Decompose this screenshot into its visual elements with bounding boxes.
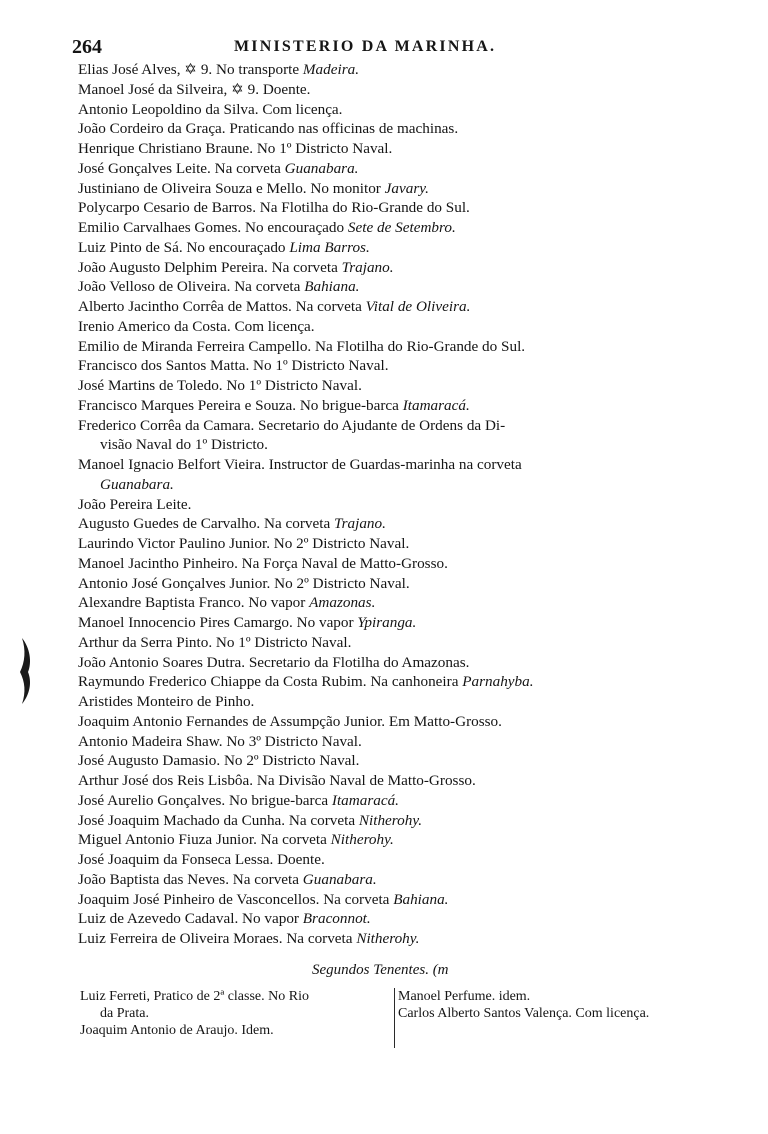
entry-text: José Augusto Damasio. No 2º Districto Naval. bbox=[78, 752, 360, 770]
entry-text: João Antonio Soares Dutra. Secretario da Flotilha do Amazonas. bbox=[78, 653, 470, 671]
list-item bbox=[78, 554, 710, 574]
entry-text: José Gonçalves Leite. Na corveta bbox=[78, 159, 285, 177]
entry-text: Manoel Ignacio Belfort Vieira. Instructor de Guardas-marinha na corveta bbox=[78, 456, 522, 473]
list-item bbox=[78, 692, 710, 712]
vessel-name: Trajano. bbox=[334, 515, 386, 533]
list-item bbox=[78, 574, 710, 594]
entry-text: João Cordeiro da Graça. Praticando nas officinas de machinas. bbox=[78, 120, 459, 138]
page-number: 264 bbox=[72, 36, 102, 58]
list-item bbox=[78, 100, 710, 120]
binding-mark-icon bbox=[8, 636, 36, 706]
list-item-continuation bbox=[78, 475, 710, 495]
vessel-name: Guanabara. bbox=[302, 870, 377, 888]
vessel-name: Guanabara. bbox=[100, 475, 174, 493]
entry-text: Joaquim José Pinheiro de Vasconcellos. Na corveta bbox=[78, 890, 394, 908]
list-item bbox=[78, 771, 710, 791]
entry-text: Manoel Jacintho Pinheiro. Na Força Naval de Matto-Grosso. bbox=[78, 554, 448, 572]
vessel-name: Ypiranga. bbox=[357, 614, 417, 631]
list-item bbox=[78, 870, 710, 890]
officer-list bbox=[78, 60, 710, 949]
entry-text: Elias José Alves, ✡ 9. No transporte bbox=[78, 61, 303, 78]
entry-text: Manoel Innocencio Pires Camargo. No vapor bbox=[78, 614, 358, 631]
vessel-name: Itamaracá. bbox=[331, 791, 399, 809]
vessel-name: Bahiana. bbox=[393, 890, 449, 908]
entry-text: Emilio Carvalhaes Gomes. No encouraçado bbox=[78, 219, 348, 236]
list-item bbox=[78, 356, 710, 376]
entry-text: Luiz de Azevedo Cadaval. No vapor bbox=[78, 910, 303, 928]
entry-text: João Baptista das Neves. Na corveta bbox=[78, 870, 303, 888]
vessel-name: Nitherohy. bbox=[330, 831, 394, 849]
list-item bbox=[78, 258, 710, 278]
list-item bbox=[78, 179, 710, 199]
list-item: da Prata. bbox=[100, 1006, 149, 1021]
list-item bbox=[78, 159, 710, 179]
entry-text: Justiniano de Oliveira Souza e Mello. No monitor bbox=[78, 179, 385, 197]
list-item bbox=[78, 396, 710, 416]
list-item bbox=[78, 337, 710, 357]
list-item: Carlos Alberto Santos Valença. Com licença. bbox=[398, 1006, 650, 1021]
list-item bbox=[78, 593, 710, 613]
vessel-name: Nitherohy. bbox=[356, 930, 420, 947]
entry-text: Francisco dos Santos Matta. No 1º Districto Naval. bbox=[78, 357, 389, 375]
list-item bbox=[78, 791, 710, 811]
list-item: Manoel Perfume. idem. bbox=[398, 989, 531, 1004]
entry-text: Antonio Madeira Shaw. No 3º Districto Naval. bbox=[78, 732, 362, 750]
list-item bbox=[78, 317, 710, 337]
entry-text: Miguel Antonio Fiuza Junior. Na corveta bbox=[78, 831, 331, 849]
column-divider bbox=[394, 988, 395, 1048]
list-item bbox=[78, 850, 710, 870]
entry-text: João Velloso de Oliveira. Na corveta bbox=[78, 278, 305, 296]
entry-text: Augusto Guedes de Carvalho. Na corveta bbox=[78, 515, 334, 533]
running-title: MINISTERIO DA MARINHA. bbox=[234, 38, 497, 55]
entry-text: Alberto Jacintho Corrêa de Mattos. Na corveta bbox=[78, 298, 366, 315]
list-item bbox=[78, 297, 710, 317]
list-item bbox=[78, 613, 710, 633]
right-column bbox=[398, 988, 718, 1022]
list-item bbox=[78, 139, 710, 159]
vessel-name: Bahiana. bbox=[304, 278, 360, 296]
entry-text: Raymundo Frederico Chiappe da Costa Rubim. Na canhoneira bbox=[78, 673, 463, 691]
list-item bbox=[78, 60, 710, 80]
list-item bbox=[78, 751, 710, 771]
entry-text: visão Naval do 1º Districto. bbox=[100, 436, 268, 454]
vessel-name: Nitherohy. bbox=[358, 811, 423, 829]
list-item bbox=[78, 672, 710, 692]
vessel-name: Parnahyba. bbox=[462, 673, 534, 691]
list-item bbox=[78, 455, 710, 475]
entry-text: Henrique Christiano Braune. No 1º Districto Naval. bbox=[78, 140, 393, 157]
entry-text: João Pereira Leite. bbox=[78, 495, 192, 513]
entry-text: João Augusto Delphim Pereira. Na corveta bbox=[78, 258, 342, 276]
list-item bbox=[78, 495, 710, 515]
entry-text: José Martins de Toledo. No 1º Districto Naval. bbox=[78, 377, 362, 394]
entry-text: José Joaquim Machado da Cunha. Na corveta bbox=[78, 811, 359, 829]
page-header bbox=[72, 36, 708, 60]
entry-text: Joaquim Antonio Fernandes de Assumpção Junior. Em Matto-Grosso. bbox=[78, 712, 502, 730]
entry-text: Luiz Ferreira de Oliveira Moraes. Na corveta bbox=[78, 930, 357, 947]
entry-text: Irenio Americo da Costa. Com licença. bbox=[78, 317, 315, 335]
list-item: Luiz Ferreti, Pratico de 2ª classe. No Rio bbox=[80, 989, 309, 1004]
vessel-name: Madeira. bbox=[302, 61, 360, 78]
list-item bbox=[78, 633, 710, 653]
vessel-name: Trajano. bbox=[341, 258, 394, 276]
list-item bbox=[78, 277, 710, 297]
list-item bbox=[78, 119, 710, 139]
list-item bbox=[78, 238, 710, 258]
list-item bbox=[78, 376, 710, 396]
list-item bbox=[78, 514, 710, 534]
vessel-name: Guanabara. bbox=[284, 159, 359, 177]
list-item bbox=[78, 811, 710, 831]
list-item bbox=[78, 416, 710, 436]
list-item bbox=[78, 909, 710, 929]
list-item bbox=[78, 929, 710, 949]
vessel-name: Itamaracá. bbox=[402, 396, 470, 414]
entry-text: Emilio de Miranda Ferreira Campello. Na Flotilha do Rio-Grande do Sul. bbox=[78, 337, 526, 355]
vessel-name: Vital de Oliveira. bbox=[365, 298, 471, 315]
list-item bbox=[78, 712, 710, 732]
entry-text: José Joaquim da Fonseca Lessa. Doente. bbox=[78, 851, 325, 868]
list-item bbox=[78, 830, 710, 850]
entry-text: Francisco Marques Pereira e Souza. No brigue-barca bbox=[78, 396, 403, 414]
entry-text: Antonio José Gonçalves Junior. No 2º Districto Naval. bbox=[78, 574, 410, 592]
entry-text: Frederico Corrêa da Camara. Secretario do Ajudante de Ordens da Di- bbox=[78, 416, 506, 434]
list-item bbox=[78, 732, 710, 752]
list-item bbox=[78, 80, 710, 100]
left-column bbox=[80, 988, 392, 1039]
vessel-name: Sete de Setembro. bbox=[347, 219, 456, 236]
entry-text: Alexandre Baptista Franco. No vapor bbox=[78, 594, 310, 612]
vessel-name: Amazonas. bbox=[309, 594, 376, 612]
list-item bbox=[78, 198, 710, 218]
entry-text: Arthur da Serra Pinto. No 1º Districto Naval. bbox=[78, 633, 352, 651]
entry-text: Luiz Pinto de Sá. No encouraçado bbox=[78, 238, 290, 256]
entry-text: Manoel José da Silveira, ✡ 9. Doente. bbox=[78, 80, 311, 98]
list-item bbox=[78, 218, 710, 238]
entry-text: Arthur José dos Reis Lisbôa. Na Divisão Naval de Matto-Grosso. bbox=[78, 772, 476, 789]
section-heading: Segundos Tenentes. (m bbox=[312, 962, 449, 978]
list-item: Joaquim Antonio de Araujo. Idem. bbox=[80, 1023, 274, 1038]
entry-text: Polycarpo Cesario de Barros. Na Flotilha do Rio-Grande do Sul. bbox=[78, 199, 470, 217]
list-item bbox=[78, 890, 710, 910]
list-item-continuation bbox=[78, 435, 710, 455]
vessel-name: Braconnot. bbox=[302, 910, 371, 928]
list-item bbox=[78, 653, 710, 673]
entry-text: Laurindo Victor Paulino Junior. No 2º Districto Naval. bbox=[78, 535, 410, 552]
list-item bbox=[78, 534, 710, 554]
entry-text: Antonio Leopoldino da Silva. Com licença. bbox=[78, 100, 343, 118]
vessel-name: Lima Barros. bbox=[289, 238, 370, 256]
entry-text: José Aurelio Gonçalves. No brigue-barca bbox=[78, 791, 332, 809]
vessel-name: Javary. bbox=[384, 179, 429, 197]
entry-text: Aristides Monteiro de Pinho. bbox=[78, 693, 255, 710]
